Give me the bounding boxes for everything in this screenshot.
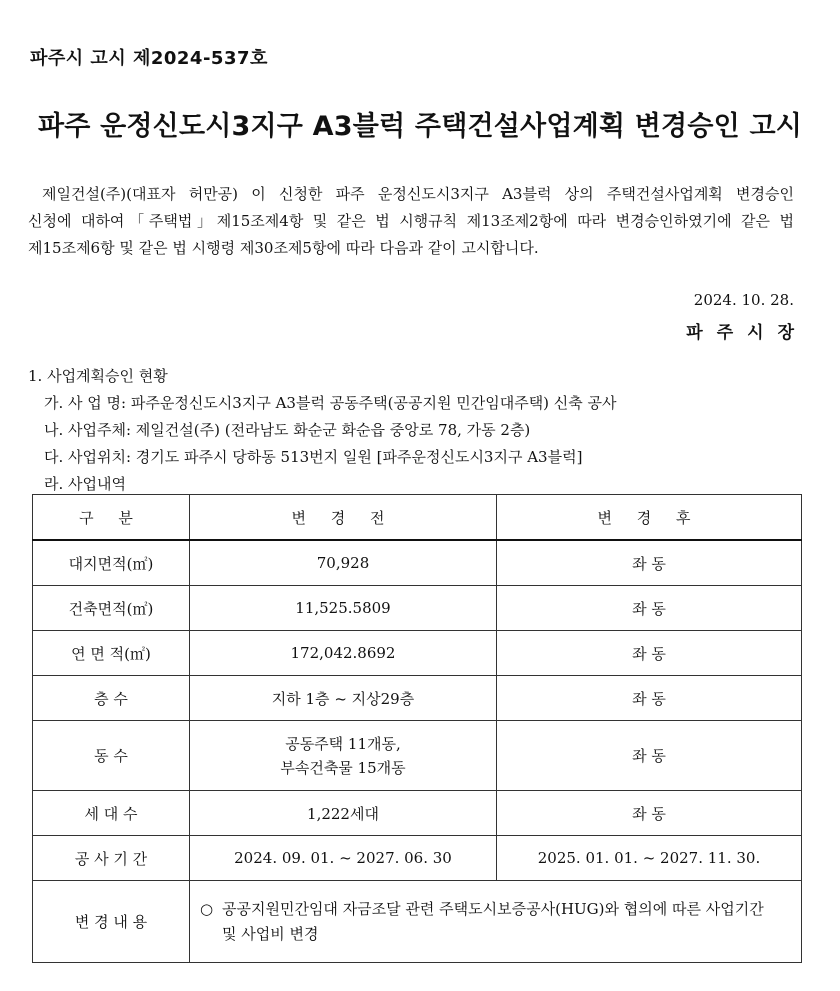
row-label: 동 수 <box>33 721 190 791</box>
body-line: 제일건설(주)(대표자 허만공) 이 신청한 파주 운정신도시3지구 A3블럭 상의 주택건설사업계획 변경승인 <box>42 185 794 203</box>
notice-number: 파주시 고시 제2024-537호 <box>30 48 268 69</box>
row-before: 172,042.8692 <box>190 631 497 676</box>
table-header-row <box>33 495 802 541</box>
section-item-operator: 나. 사업주체: 제일건설(주) (전라남도 화순군 화순읍 중앙로 78, 가동 2층) <box>44 421 531 439</box>
row-before: 2024. 09. 01. ~ 2027. 06. 30 <box>190 836 497 881</box>
row-label: 세 대 수 <box>33 791 190 836</box>
row-label: 층 수 <box>33 676 190 721</box>
row-after: 2025. 01. 01. ~ 2027. 11. 30. <box>497 836 802 881</box>
header-after: 변 경 후 <box>497 495 802 541</box>
row-before-line: 공동주택 11개동, <box>285 734 401 753</box>
section-heading: 1. 사업계획승인 현황 <box>28 367 168 385</box>
project-details-table <box>32 494 802 963</box>
section-item-name: 가. 사 업 명: 파주운정신도시3지구 A3블럭 공동주택(공공지원 민간임대주택) 신축 공사 <box>44 394 617 412</box>
notice-date: 2024. 10. 28. <box>693 291 794 309</box>
document-title: 파주 운정신도시3지구 A3블럭 주택건설사업계획 변경승인 고시 <box>37 111 803 142</box>
change-content <box>190 881 802 963</box>
change-line <box>200 897 793 922</box>
row-label: 변 경 내 용 <box>33 881 190 963</box>
table-row <box>33 791 802 836</box>
row-label: 대지면적(㎡) <box>33 540 190 586</box>
change-text: 공공지원민간임대 자금조달 관련 주택도시보증공사(HUG)와 협의에 따른 사업기간 <box>222 899 764 918</box>
table-row <box>33 631 802 676</box>
row-label: 연 면 적(㎡) <box>33 631 190 676</box>
table-row <box>33 540 802 586</box>
row-label: 건축면적(㎡) <box>33 586 190 631</box>
row-after: 좌 동 <box>497 586 802 631</box>
header-category: 구 분 <box>33 495 190 541</box>
body-line: 신청에 대하여「주택법」제15조제4항 및 같은 법 시행규칙 제13조제2항에 따라 변경승인하였기에 같은 법 <box>28 212 794 230</box>
table-row <box>33 676 802 721</box>
row-after: 좌 동 <box>497 791 802 836</box>
section-item-location: 다. 사업위치: 경기도 파주시 당하동 513번지 일원 [파주운정신도시3지구 A3블럭] <box>44 448 583 466</box>
row-label: 공 사 기 간 <box>33 836 190 881</box>
table-row <box>33 586 802 631</box>
circle-bullet-icon: ○ <box>200 899 214 918</box>
body-line: 제15조제6항 및 같은 법 시행령 제30조제5항에 따라 다음과 같이 고시합니다. <box>28 239 539 257</box>
project-section <box>28 363 617 498</box>
row-after: 좌 동 <box>497 540 802 586</box>
table-row <box>33 881 802 963</box>
header-before: 변 경 전 <box>190 495 497 541</box>
row-before: 11,525.5809 <box>190 586 497 631</box>
row-before: 70,928 <box>190 540 497 586</box>
row-before-line: 부속건축물 15개동 <box>280 758 406 777</box>
notice-body <box>28 181 794 262</box>
section-item-details: 라. 사업내역 <box>44 475 126 493</box>
row-after: 좌 동 <box>497 631 802 676</box>
table-row <box>33 721 802 791</box>
row-before <box>190 721 497 791</box>
table-row <box>33 836 802 881</box>
row-before: 지하 1층 ~ 지상29층 <box>190 676 497 721</box>
row-before: 1,222세대 <box>190 791 497 836</box>
row-after: 좌 동 <box>497 676 802 721</box>
change-line-continued: 및 사업비 변경 <box>222 924 319 943</box>
row-after: 좌 동 <box>497 721 802 791</box>
issuer-name: 파주시장 <box>686 323 808 343</box>
